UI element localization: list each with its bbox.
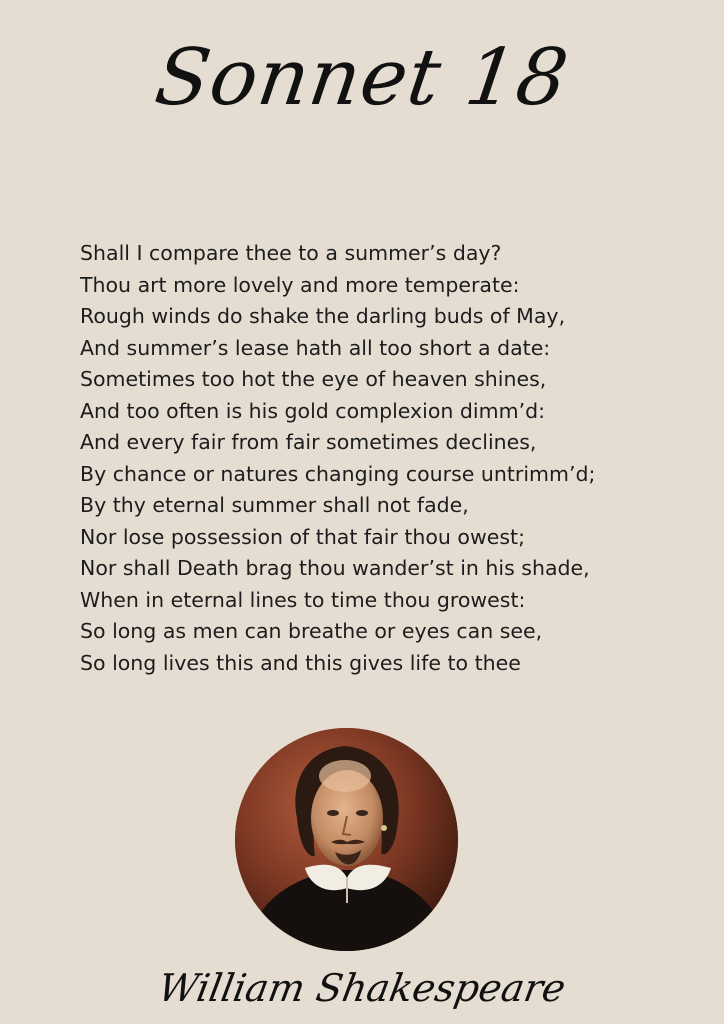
- poem-text: [80, 238, 680, 679]
- portrait-illustration: [235, 728, 458, 951]
- author-portrait: [235, 728, 458, 951]
- poem-line: Nor lose possession of that fair thou owest;: [80, 524, 525, 549]
- poem-line: By thy eternal summer shall not fade,: [80, 493, 469, 517]
- poem-line: And summer’s lease hath all too short a date:: [80, 335, 551, 360]
- poem-line: So long as men can breathe or eyes can see,: [80, 619, 543, 643]
- poem-line: When in eternal lines to time thou growest:: [80, 587, 526, 612]
- poem-line: Shall I compare thee to a summer’s day?: [80, 241, 502, 265]
- poem-line: So long lives this and this gives life to thee: [80, 650, 521, 675]
- page-title: Sonnet 18: [149, 33, 575, 123]
- poem-line: And too often is his gold complexion dimm’d:: [80, 398, 546, 423]
- poem-line: Thou art more lovely and more temperate:: [80, 272, 520, 297]
- author-signature: William Shakespeare: [155, 966, 569, 1010]
- poem-line: Nor shall Death brag thou wander’st in his shade,: [80, 556, 590, 580]
- poem-line: By chance or natures changing course untrimm’d;: [80, 461, 596, 486]
- poem-line: Sometimes too hot the eye of heaven shines,: [80, 367, 547, 391]
- poem-line: And every fair from fair sometimes declines,: [80, 430, 537, 454]
- poem-line: Rough winds do shake the darling buds of May,: [80, 304, 566, 328]
